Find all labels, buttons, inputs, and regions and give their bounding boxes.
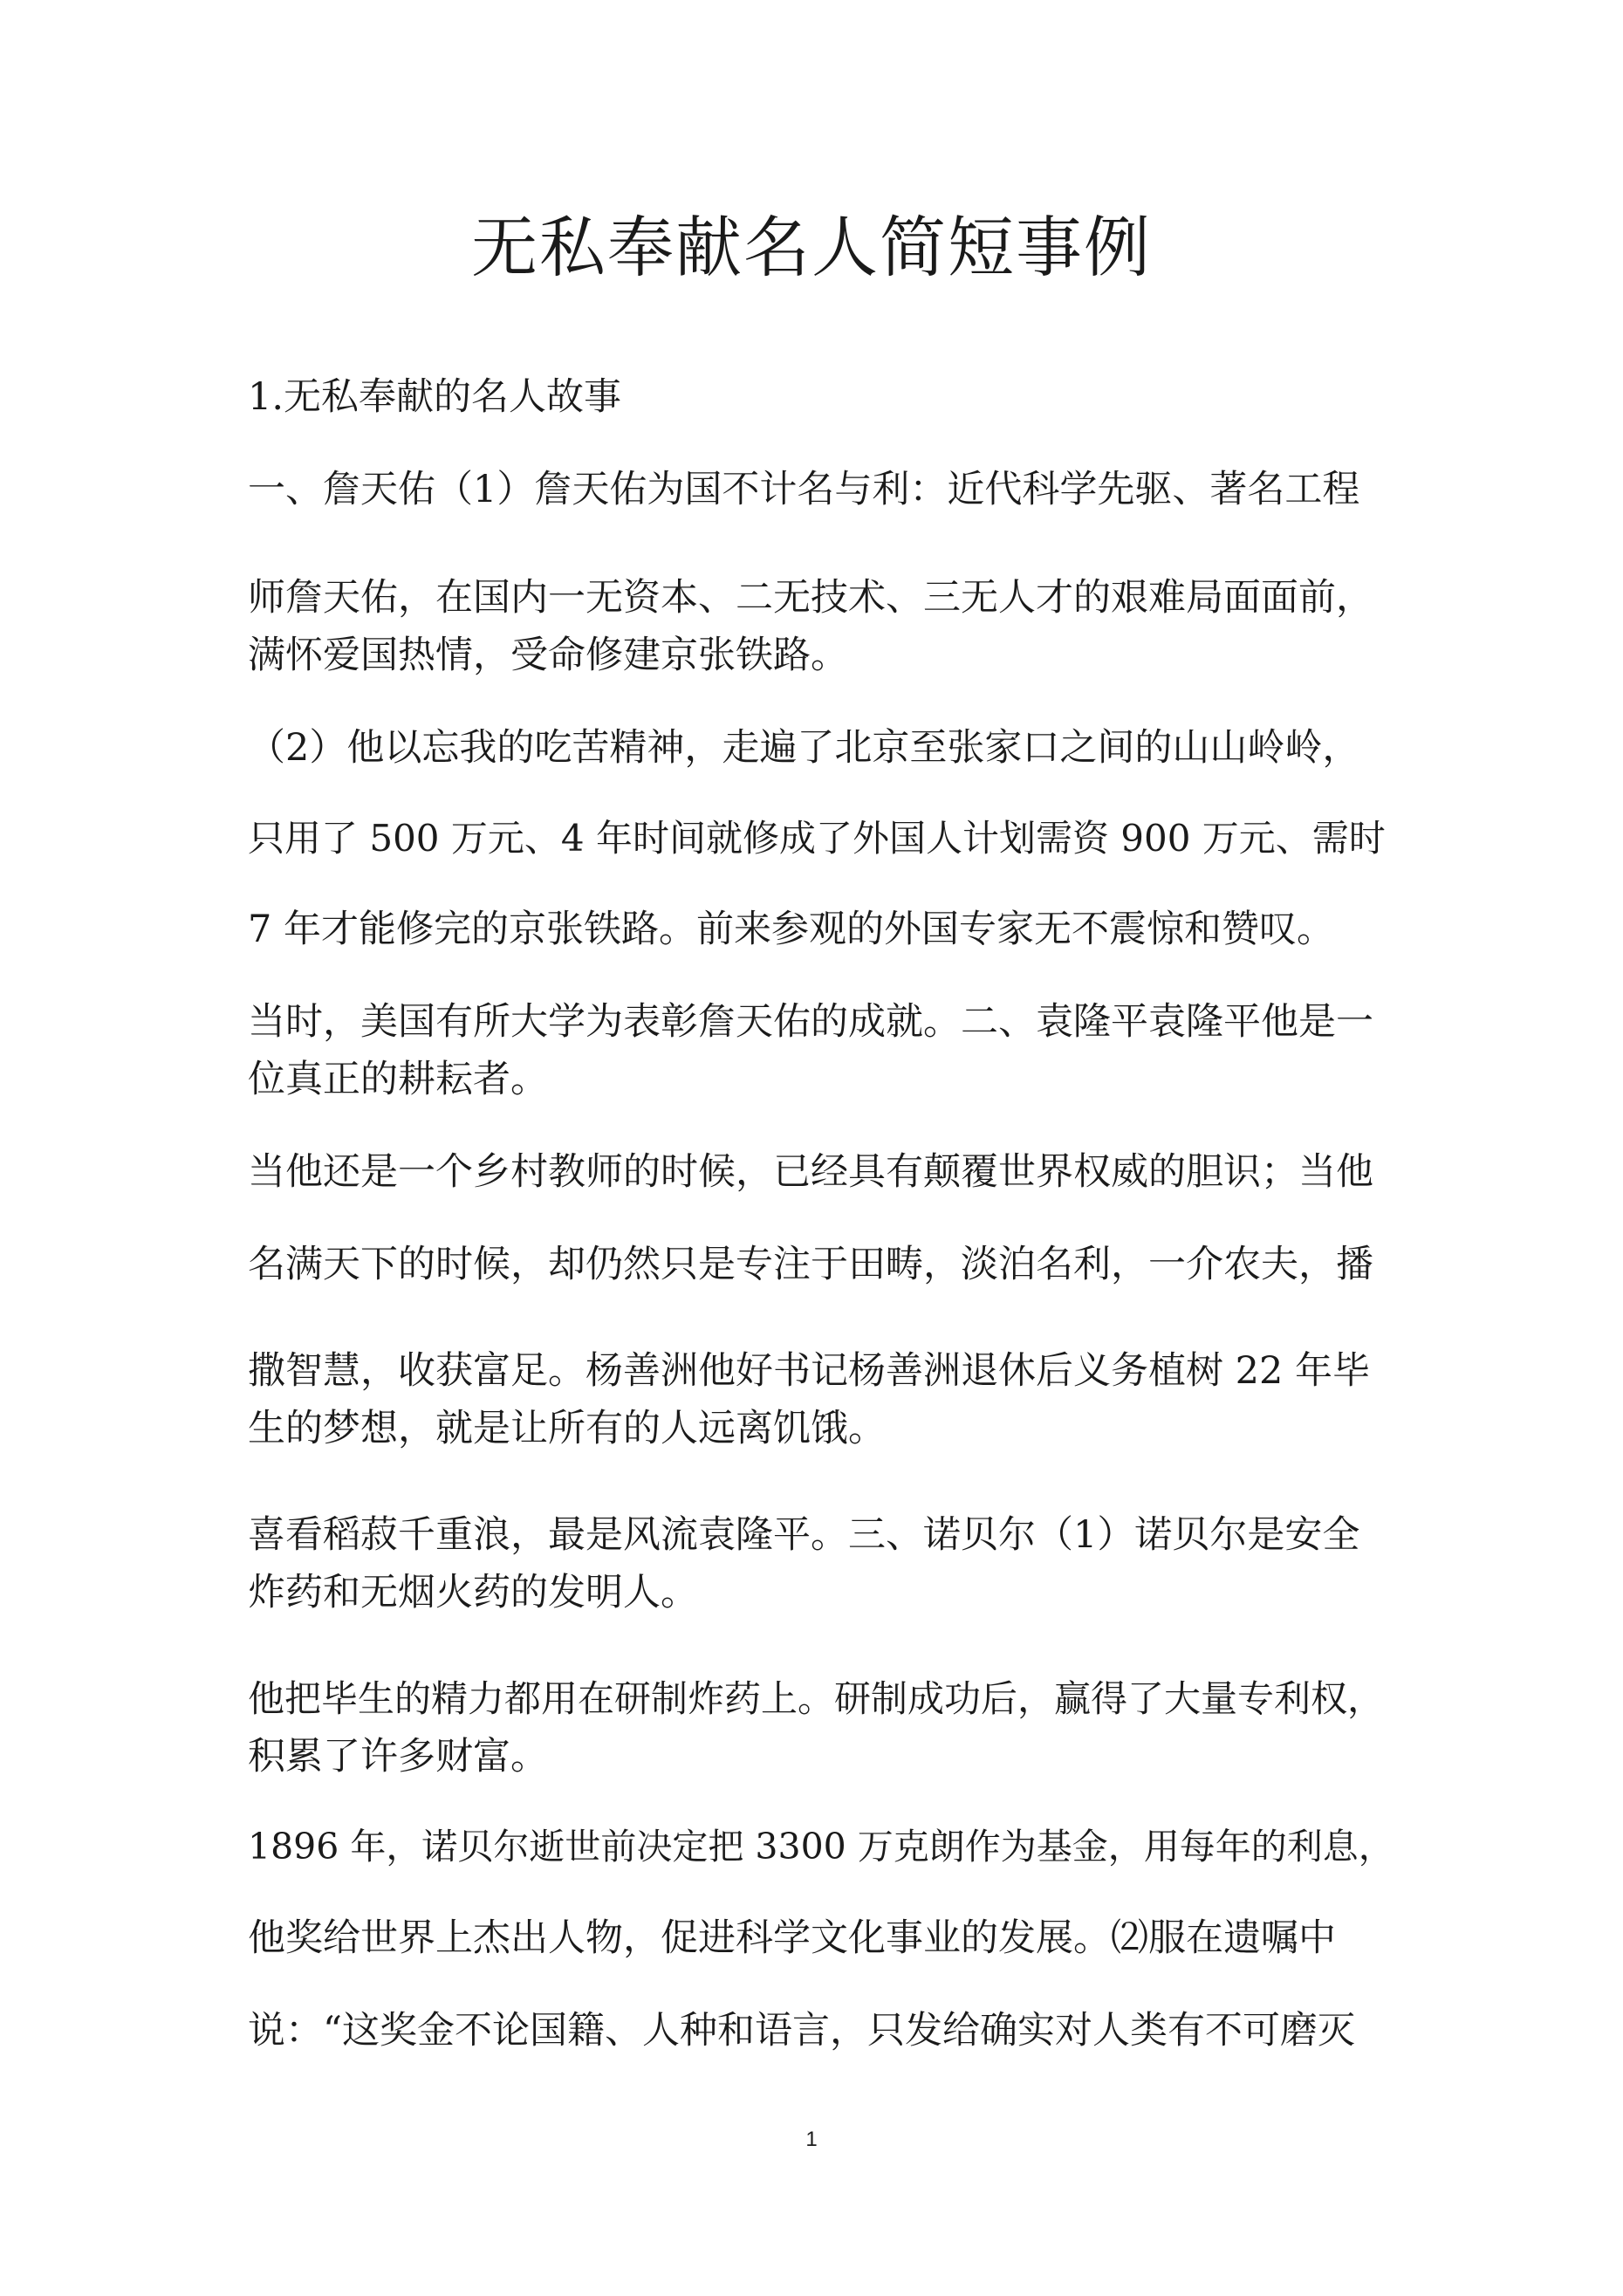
text-line: 他奖给世界上杰出人物，促进科学文化事业的发展。⑵服在遗嘱中 [248,1916,1336,1960]
text-line: 7 年才能修完的京张铁路。前来参观的外国专家无不震惊和赞叹。 [248,908,1335,951]
text-line: 喜看稻菽千重浪，最是风流袁隆平。三、诺贝尔（1）诺贝尔是安全 [248,1513,1360,1557]
page-number: 1 [805,2128,818,2151]
section-heading: 1.无私奉献的名人故事 [248,375,622,419]
text-line: 位真正的耕耘者。 [248,1058,548,1101]
text-line: 他把毕生的精力都用在研制炸药上。研制成功后，赢得了大量专利权， [248,1677,1385,1720]
text-line: （2）他以忘我的吃苦精神，走遍了北京至张家口之间的山山岭岭， [248,726,1360,770]
text-line: 说：“这奖金不论国籍、人种和语言，只发给确实对人类有不可磨灭 [248,2009,1355,2053]
text-line: 积累了许多财富。 [248,1735,548,1779]
text-line: 当他还是一个乡村教师的时候，已经具有颠覆世界权威的胆识；当他 [248,1150,1373,1194]
text-line: 炸药和无烟火药的发明人。 [248,1571,698,1614]
document-title: 无私奉献名人简短事例 [471,209,1152,286]
text-line: 生的梦想，就是让所有的人远离饥饿。 [248,1407,886,1450]
text-line: 撒智慧，收获富足。杨善洲他好书记杨善洲退休后义务植树 22 年毕 [248,1349,1371,1393]
text-line: 当时，美国有所大学为表彰詹天佑的成就。二、袁隆平袁隆平他是一 [248,1000,1373,1044]
text-line: 只用了 500 万元、4 年时间就修成了外国人计划需资 900 万元、需时 [248,817,1386,860]
text-line: 满怀爱国热情，受命修建京张铁路。 [248,634,848,677]
text-line: 师詹天佑，在国内一无资本、二无技术、三无人才的艰难局面面前， [248,576,1373,620]
text-line: 一、詹天佑（1）詹天佑为国不计名与利：近代科学先驱、著名工程 [248,468,1360,511]
text-line: 1896 年，诺贝尔逝世前决定把 3300 万克朗作为基金，用每年的利息， [248,1826,1394,1868]
text-line: 名满天下的时候，却仍然只是专注于田畴，淡泊名利，一介农夫，播 [248,1243,1373,1286]
